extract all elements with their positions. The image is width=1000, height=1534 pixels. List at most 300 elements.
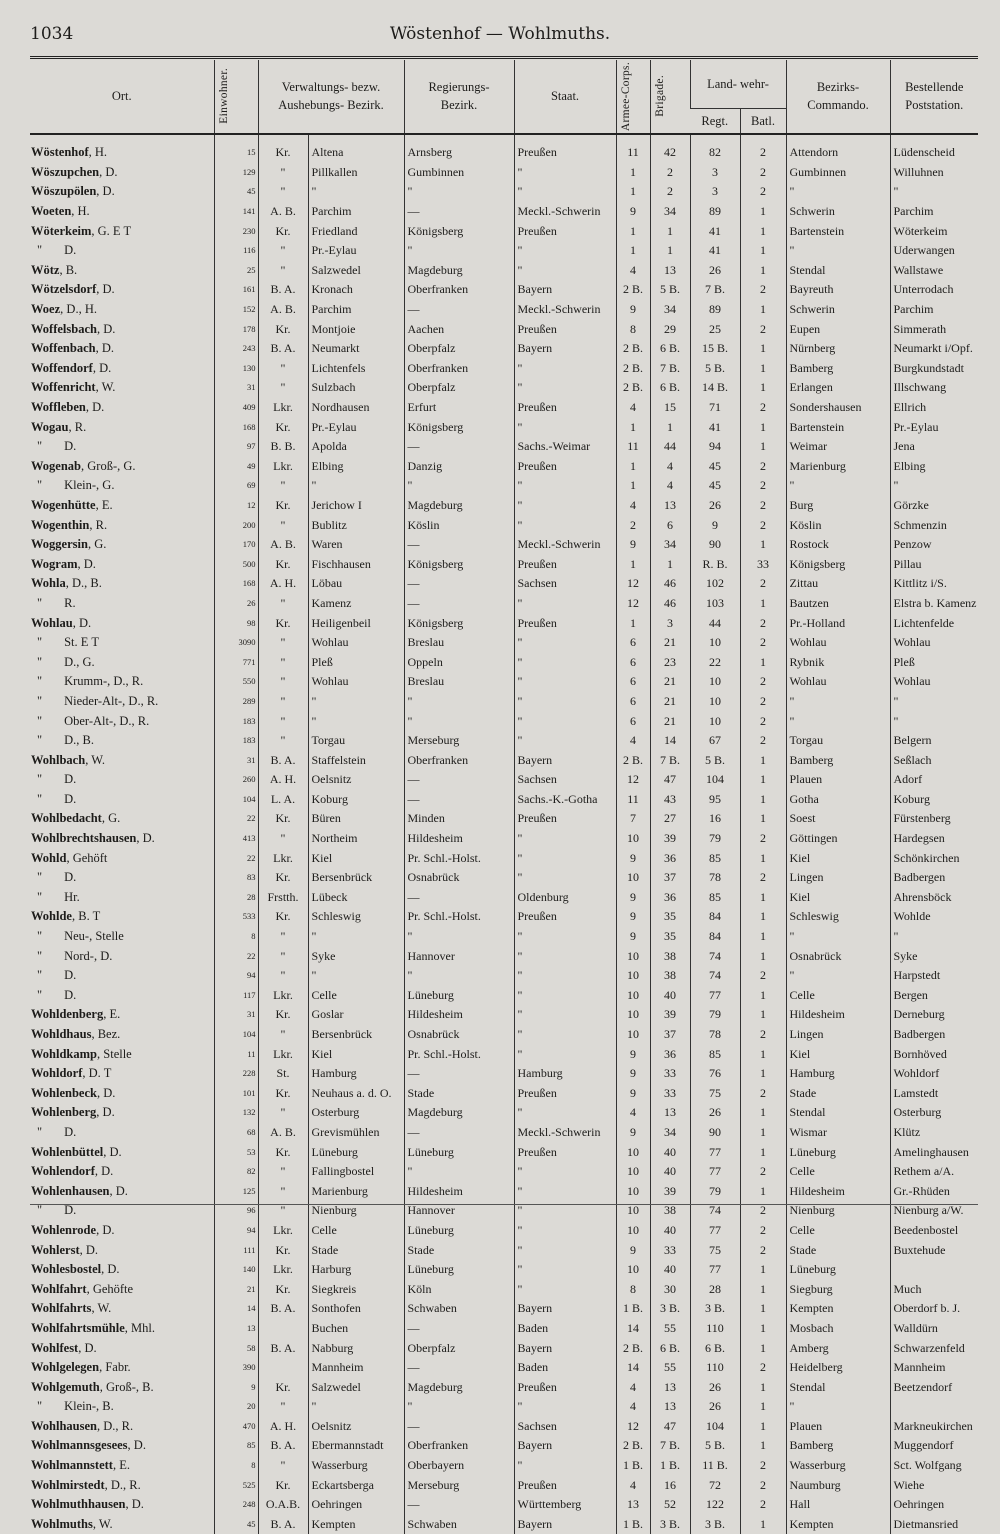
brigade-cell: 2: [650, 182, 690, 202]
place-name: ": [37, 791, 43, 806]
table-row: [30, 1161, 978, 1181]
table-row: [30, 691, 978, 711]
district-cell: Heiligenbeil: [308, 613, 404, 633]
district-cell: Lichtenfels: [308, 358, 404, 378]
state-cell: Preußen: [514, 1083, 616, 1103]
landwehr-regiment-cell: 90: [690, 534, 740, 554]
government-district-cell: Oberpfalz: [404, 338, 514, 358]
district-cell: Oehringen: [308, 1494, 404, 1514]
army-corps-cell: 9: [616, 299, 650, 319]
army-corps-cell: 4: [616, 1103, 650, 1123]
landwehr-battalion-cell: 33: [740, 554, 786, 574]
post-station-cell: Wöterkeim: [890, 221, 978, 241]
post-station-cell: Klütz: [890, 1122, 978, 1142]
population-cell: 101: [214, 1083, 258, 1103]
district-command-cell: Stade: [786, 1240, 890, 1260]
landwehr-regiment-cell: 11 B.: [690, 1455, 740, 1475]
place-name-cell: [30, 730, 214, 750]
district-cell: Salzwedel: [308, 260, 404, 280]
place-suffix: , D.: [96, 1105, 115, 1120]
government-district-cell: Pr. Schl.-Holst.: [404, 1044, 514, 1064]
place-name-cell: [30, 436, 214, 456]
district-command-cell: Attendorn: [786, 143, 890, 163]
post-station-cell: Bergen: [890, 985, 978, 1005]
table-row: [30, 1436, 978, 1456]
district-type-cell: Lkr.: [258, 456, 308, 476]
army-corps-cell: 10: [616, 1005, 650, 1025]
government-district-cell: —: [404, 887, 514, 907]
army-corps-cell: 12: [616, 574, 650, 594]
place-suffix: , Fabr.: [99, 1360, 131, 1375]
landwehr-battalion-cell: 2: [740, 691, 786, 711]
district-cell: Nabburg: [308, 1338, 404, 1358]
population-cell: 25: [214, 260, 258, 280]
place-suffix: , H.: [88, 145, 108, 160]
place-suffix: , E.: [103, 1007, 121, 1022]
landwehr-battalion-cell: 1: [740, 299, 786, 319]
population-cell: 53: [214, 1142, 258, 1162]
government-district-cell: —: [404, 574, 514, 594]
place-suffix: Ober-Alt-, D., R.: [64, 713, 150, 728]
table-row: [30, 338, 978, 358]
population-cell: 15: [214, 143, 258, 163]
population-cell: 170: [214, 534, 258, 554]
state-cell: ": [514, 1181, 616, 1201]
government-district-cell: Merseburg: [404, 730, 514, 750]
place-name: Wohlmirstedt: [31, 1477, 105, 1492]
place-name-cell: [30, 926, 214, 946]
state-cell: ": [514, 1397, 616, 1417]
district-cell: Kempten: [308, 1514, 404, 1534]
brigade-cell: 1: [650, 554, 690, 574]
district-type-cell: Lkr.: [258, 1044, 308, 1064]
army-corps-cell: 10: [616, 1259, 650, 1279]
government-district-cell: Osnabrück: [404, 1024, 514, 1044]
place-suffix: Nord-, D.: [64, 948, 113, 963]
header-einwohner: Einwohner.: [214, 60, 258, 134]
place-suffix: , D.: [97, 1085, 116, 1100]
place-name-cell: [30, 1436, 214, 1456]
place-name-cell: [30, 280, 214, 300]
table-row: [30, 828, 978, 848]
army-corps-cell: 1: [616, 221, 650, 241]
table-row: [30, 1122, 978, 1142]
population-cell: 3090: [214, 632, 258, 652]
army-corps-cell: 2 B.: [616, 338, 650, 358]
district-cell: Kamenz: [308, 593, 404, 613]
post-station-cell: Simmerath: [890, 319, 978, 339]
population-cell: 11: [214, 1044, 258, 1064]
place-name-cell: [30, 260, 214, 280]
state-cell: ": [514, 1240, 616, 1260]
place-suffix: Nieder-Alt-, D., R.: [64, 693, 159, 708]
table-row: [30, 1181, 978, 1201]
brigade-cell: 27: [650, 809, 690, 829]
district-command-cell: Bautzen: [786, 593, 890, 613]
army-corps-cell: 2 B.: [616, 750, 650, 770]
table-row: [30, 867, 978, 887]
table-row: [30, 280, 978, 300]
post-station-cell: Koburg: [890, 789, 978, 809]
state-cell: ": [514, 1201, 616, 1221]
landwehr-battalion-cell: 1: [740, 809, 786, 829]
place-name-cell: [30, 201, 214, 221]
landwehr-regiment-cell: 74: [690, 965, 740, 985]
district-cell: Kronach: [308, 280, 404, 300]
page-number: 1034: [30, 24, 74, 44]
place-name: ": [37, 870, 43, 885]
place-name: Woffenbach: [31, 341, 96, 356]
population-cell: 390: [214, 1357, 258, 1377]
government-district-cell: Oberfranken: [404, 358, 514, 378]
army-corps-cell: 1: [616, 417, 650, 437]
table-row: [30, 221, 978, 241]
brigade-cell: 36: [650, 887, 690, 907]
district-command-cell: Nürnberg: [786, 338, 890, 358]
post-station-cell: Pr.-Eylau: [890, 417, 978, 437]
army-corps-cell: 9: [616, 848, 650, 868]
post-station-cell: Much: [890, 1279, 978, 1299]
district-command-cell: Siegburg: [786, 1279, 890, 1299]
state-cell: Württemberg: [514, 1494, 616, 1514]
place-suffix: , D.: [79, 1242, 99, 1257]
district-type-cell: B. A.: [258, 1436, 308, 1456]
post-station-cell: ": [890, 926, 978, 946]
district-type-cell: ": [258, 476, 308, 496]
landwehr-regiment-cell: 26: [690, 1397, 740, 1417]
brigade-cell: 46: [650, 574, 690, 594]
state-cell: ": [514, 417, 616, 437]
brigade-cell: 30: [650, 1279, 690, 1299]
brigade-cell: 40: [650, 1161, 690, 1181]
header-bezirks: Bezirks- Commando.: [786, 60, 890, 134]
population-cell: 771: [214, 652, 258, 672]
table-row: [30, 554, 978, 574]
district-cell: Neumarkt: [308, 338, 404, 358]
state-cell: Baden: [514, 1357, 616, 1377]
state-cell: ": [514, 182, 616, 202]
brigade-cell: 47: [650, 1416, 690, 1436]
landwehr-regiment-cell: 22: [690, 652, 740, 672]
district-command-cell: Stendal: [786, 260, 890, 280]
post-station-cell: Willuhnen: [890, 162, 978, 182]
landwehr-battalion-cell: 2: [740, 1357, 786, 1377]
post-station-cell: Muggendorf: [890, 1436, 978, 1456]
state-cell: Meckl.-Schwerin: [514, 1122, 616, 1142]
district-cell: Kiel: [308, 848, 404, 868]
brigade-cell: 1 B.: [650, 1455, 690, 1475]
post-station-cell: Derneburg: [890, 1005, 978, 1025]
district-cell: Pr.-Eylau: [308, 240, 404, 260]
population-cell: 141: [214, 201, 258, 221]
army-corps-cell: 10: [616, 1142, 650, 1162]
district-type-cell: Kr.: [258, 1142, 308, 1162]
population-cell: 230: [214, 221, 258, 241]
state-cell: Sachs.-K.-Gotha: [514, 789, 616, 809]
landwehr-battalion-cell: 1: [740, 1279, 786, 1299]
place-suffix: , D.: [77, 556, 96, 571]
district-cell: Fischhausen: [308, 554, 404, 574]
place-suffix: , G. E T: [91, 223, 132, 238]
landwehr-battalion-cell: 1: [740, 1044, 786, 1064]
population-cell: 8: [214, 1455, 258, 1475]
place-name-cell: [30, 534, 214, 554]
state-cell: ": [514, 515, 616, 535]
population-cell: 111: [214, 1240, 258, 1260]
district-type-cell: ": [258, 515, 308, 535]
place-name: Wöszupchen: [31, 164, 100, 179]
district-command-cell: Celle: [786, 985, 890, 1005]
army-corps-cell: 6: [616, 691, 650, 711]
population-cell: 82: [214, 1161, 258, 1181]
landwehr-regiment-cell: 5 B.: [690, 750, 740, 770]
population-cell: 200: [214, 515, 258, 535]
state-cell: ": [514, 946, 616, 966]
district-command-cell: Stendal: [786, 1103, 890, 1123]
district-command-cell: Celle: [786, 1220, 890, 1240]
table-row: [30, 965, 978, 985]
district-cell: Bublitz: [308, 515, 404, 535]
place-name-cell: [30, 338, 214, 358]
place-name-cell: [30, 632, 214, 652]
post-station-cell: Rethem a/A.: [890, 1161, 978, 1181]
place-suffix: , D.: [72, 615, 92, 630]
district-command-cell: ": [786, 1397, 890, 1417]
district-type-cell: ": [258, 260, 308, 280]
district-command-cell: Plauen: [786, 1416, 890, 1436]
place-name: Wohlfahrt: [31, 1281, 87, 1296]
landwehr-regiment-cell: 7 B.: [690, 280, 740, 300]
table-row: [30, 456, 978, 476]
district-cell: Goslar: [308, 1005, 404, 1025]
landwehr-battalion-cell: 2: [740, 1083, 786, 1103]
district-type-cell: Lkr.: [258, 985, 308, 1005]
district-type-cell: B. A.: [258, 1299, 308, 1319]
district-cell: Pillkallen: [308, 162, 404, 182]
landwehr-regiment-cell: 41: [690, 417, 740, 437]
landwehr-regiment-cell: 85: [690, 1044, 740, 1064]
district-type-cell: ": [258, 632, 308, 652]
landwehr-regiment-cell: 74: [690, 1201, 740, 1221]
brigade-cell: 14: [650, 730, 690, 750]
government-district-cell: Hildesheim: [404, 828, 514, 848]
population-cell: 260: [214, 770, 258, 790]
district-command-cell: Nienburg: [786, 1201, 890, 1221]
post-station-cell: Ellrich: [890, 397, 978, 417]
government-district-cell: Oppeln: [404, 652, 514, 672]
brigade-cell: 3 B.: [650, 1299, 690, 1319]
place-suffix: , D.: [94, 1164, 114, 1179]
population-cell: 20: [214, 1397, 258, 1417]
table-row: [30, 750, 978, 770]
government-district-cell: Oberpfalz: [404, 378, 514, 398]
landwehr-battalion-cell: 1: [740, 770, 786, 790]
landwehr-regiment-cell: 77: [690, 1161, 740, 1181]
district-command-cell: Köslin: [786, 515, 890, 535]
landwehr-battalion-cell: 2: [740, 711, 786, 731]
population-cell: 58: [214, 1338, 258, 1358]
district-cell: Celle: [308, 1220, 404, 1240]
district-cell: Nienburg: [308, 1201, 404, 1221]
population-cell: 183: [214, 730, 258, 750]
state-cell: Meckl.-Schwerin: [514, 299, 616, 319]
table-row: [30, 1475, 978, 1495]
district-cell: ": [308, 965, 404, 985]
state-cell: Preußen: [514, 1475, 616, 1495]
district-type-cell: Kr.: [258, 809, 308, 829]
brigade-cell: 1: [650, 417, 690, 437]
government-district-cell: ": [404, 926, 514, 946]
district-command-cell: Schwerin: [786, 201, 890, 221]
army-corps-cell: 4: [616, 1397, 650, 1417]
landwehr-battalion-cell: 1: [740, 221, 786, 241]
district-type-cell: B. A.: [258, 280, 308, 300]
landwehr-regiment-cell: 85: [690, 887, 740, 907]
header-regierung: Regierungs- Bezirk.: [404, 60, 514, 134]
place-name-cell: [30, 711, 214, 731]
post-station-cell: Amelinghausen: [890, 1142, 978, 1162]
place-name-cell: [30, 182, 214, 202]
landwehr-regiment-cell: 110: [690, 1357, 740, 1377]
population-cell: 228: [214, 1063, 258, 1083]
landwehr-battalion-cell: 2: [740, 1475, 786, 1495]
government-district-cell: Osnabrück: [404, 867, 514, 887]
state-cell: ": [514, 1220, 616, 1240]
state-cell: Preußen: [514, 319, 616, 339]
landwehr-battalion-cell: 1: [740, 1318, 786, 1338]
place-name-cell: [30, 456, 214, 476]
place-suffix: , W.: [85, 752, 105, 767]
place-name: ": [37, 654, 43, 669]
population-cell: 104: [214, 789, 258, 809]
state-cell: ": [514, 672, 616, 692]
government-district-cell: ": [404, 1161, 514, 1181]
place-suffix: , R.: [68, 419, 87, 434]
district-command-cell: Schwerin: [786, 299, 890, 319]
state-cell: ": [514, 1161, 616, 1181]
district-type-cell: ": [258, 1161, 308, 1181]
district-command-cell: Kempten: [786, 1299, 890, 1319]
place-name: Wohldkamp: [31, 1046, 98, 1061]
district-cell: ": [308, 1397, 404, 1417]
state-cell: Preußen: [514, 907, 616, 927]
landwehr-regiment-cell: 103: [690, 593, 740, 613]
brigade-cell: 23: [650, 652, 690, 672]
place-suffix: , D.: [85, 400, 105, 415]
place-name: Wohlendorf: [31, 1164, 95, 1179]
state-cell: Preußen: [514, 1142, 616, 1162]
table-row: [30, 1455, 978, 1475]
state-cell: ": [514, 652, 616, 672]
district-cell: Parchim: [308, 201, 404, 221]
district-cell: ": [308, 711, 404, 731]
district-type-cell: Kr.: [258, 221, 308, 241]
place-suffix: , D., R.: [104, 1477, 141, 1492]
district-type-cell: Kr.: [258, 613, 308, 633]
place-suffix: , Stelle: [97, 1046, 132, 1061]
district-cell: Montjoie: [308, 319, 404, 339]
district-command-cell: Erlangen: [786, 378, 890, 398]
army-corps-cell: 2 B.: [616, 358, 650, 378]
landwehr-battalion-cell: 1: [740, 1338, 786, 1358]
district-command-cell: Bayreuth: [786, 280, 890, 300]
state-cell: Preußen: [514, 221, 616, 241]
place-suffix: Neu-, Stelle: [64, 929, 124, 944]
top-rule: [30, 56, 978, 59]
post-station-cell: Wohlau: [890, 672, 978, 692]
landwehr-regiment-cell: 41: [690, 240, 740, 260]
table-row: [30, 809, 978, 829]
post-station-cell: ": [890, 182, 978, 202]
place-name: Wohlenrode: [31, 1222, 97, 1237]
place-name-cell: [30, 1240, 214, 1260]
brigade-cell: 16: [650, 1475, 690, 1495]
place-name-cell: [30, 1220, 214, 1240]
district-command-cell: Plauen: [786, 770, 890, 790]
district-command-cell: Gumbinnen: [786, 162, 890, 182]
post-station-cell: ": [890, 476, 978, 496]
government-district-cell: Oberbayern: [404, 1455, 514, 1475]
post-station-cell: Penzow: [890, 534, 978, 554]
brigade-cell: 36: [650, 848, 690, 868]
post-station-cell: Wiehe: [890, 1475, 978, 1495]
government-district-cell: ": [404, 1397, 514, 1417]
landwehr-battalion-cell: 1: [740, 652, 786, 672]
population-cell: 248: [214, 1494, 258, 1514]
army-corps-cell: 10: [616, 1201, 650, 1221]
population-cell: 116: [214, 240, 258, 260]
population-cell: 94: [214, 965, 258, 985]
brigade-cell: 39: [650, 828, 690, 848]
government-district-cell: Magdeburg: [404, 260, 514, 280]
state-cell: Bayern: [514, 750, 616, 770]
post-station-cell: Wohlau: [890, 632, 978, 652]
place-name-cell: [30, 1299, 214, 1319]
place-suffix: , D., B.: [65, 576, 102, 591]
table-row: [30, 1357, 978, 1377]
district-command-cell: Gotha: [786, 789, 890, 809]
government-district-cell: —: [404, 1416, 514, 1436]
army-corps-cell: 10: [616, 1220, 650, 1240]
landwehr-battalion-cell: 1: [740, 1416, 786, 1436]
landwehr-battalion-cell: 2: [740, 495, 786, 515]
district-type-cell: Lkr.: [258, 848, 308, 868]
place-name-cell: [30, 378, 214, 398]
population-cell: 21: [214, 1279, 258, 1299]
brigade-cell: 40: [650, 1259, 690, 1279]
district-cell: Lüneburg: [308, 1142, 404, 1162]
state-cell: ": [514, 965, 616, 985]
landwehr-regiment-cell: 84: [690, 907, 740, 927]
state-cell: Preußen: [514, 397, 616, 417]
table-row: [30, 1220, 978, 1240]
brigade-cell: 39: [650, 1005, 690, 1025]
brigade-cell: 1: [650, 221, 690, 241]
army-corps-cell: 9: [616, 534, 650, 554]
table-row: [30, 907, 978, 927]
government-district-cell: Stade: [404, 1240, 514, 1260]
army-corps-cell: 12: [616, 593, 650, 613]
district-type-cell: ": [258, 828, 308, 848]
district-command-cell: Amberg: [786, 1338, 890, 1358]
district-cell: Lübeck: [308, 887, 404, 907]
state-cell: ": [514, 926, 616, 946]
brigade-cell: 1: [650, 240, 690, 260]
army-corps-cell: 1: [616, 240, 650, 260]
army-corps-cell: 10: [616, 867, 650, 887]
place-name: Wötz: [31, 262, 60, 277]
brigade-cell: 3 B.: [650, 1514, 690, 1534]
